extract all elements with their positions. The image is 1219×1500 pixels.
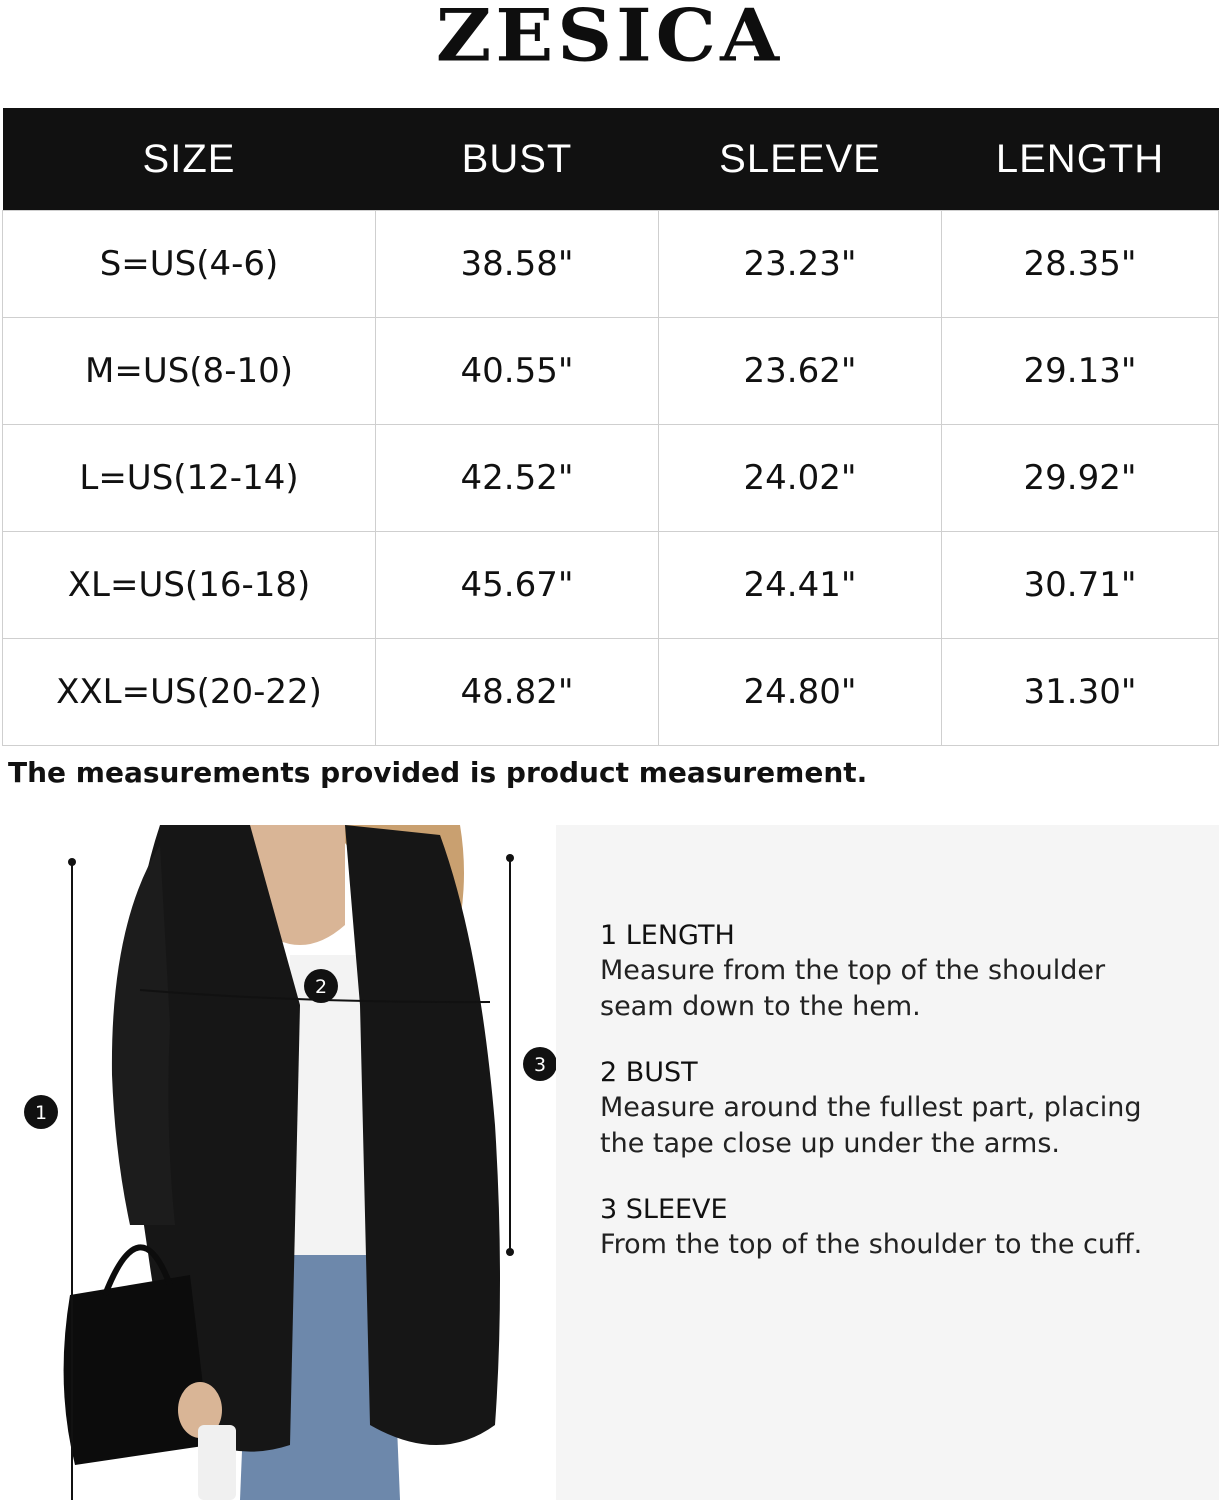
table-header-row xyxy=(3,108,1219,211)
cell-length: 29.92" xyxy=(942,425,1219,532)
guide-bust-desc-line: Measure around the fullest part, placing xyxy=(600,1092,1142,1123)
guide-length-desc xyxy=(600,953,1200,1025)
table-row xyxy=(3,532,1219,639)
header-size: SIZE xyxy=(3,108,376,211)
guide-bust-desc-line: the tape close up under the arms. xyxy=(600,1128,1060,1159)
cell-length: 28.35" xyxy=(942,211,1219,318)
handbag-shape xyxy=(64,1275,210,1465)
guide-bust xyxy=(600,1057,1200,1162)
marker-3-label: 3 xyxy=(533,1054,547,1076)
cell-bust: 42.52" xyxy=(376,425,659,532)
measurement-note: The measurements provided is product measurement. xyxy=(8,756,868,789)
cell-bust: 45.67" xyxy=(376,532,659,639)
cell-bust: 40.55" xyxy=(376,318,659,425)
size-chart-table xyxy=(2,108,1219,746)
cell-size: XXL=US(20-22) xyxy=(3,639,376,746)
header-sleeve: SLEEVE xyxy=(659,108,942,211)
table-row xyxy=(3,639,1219,746)
cell-size: S=US(4-6) xyxy=(3,211,376,318)
header-bust: BUST xyxy=(376,108,659,211)
guide-sleeve-desc xyxy=(600,1227,1200,1263)
cell-length: 29.13" xyxy=(942,318,1219,425)
guide-length-desc-line: Measure from the top of the shoulder xyxy=(600,955,1106,986)
table-row xyxy=(3,318,1219,425)
cell-length: 31.30" xyxy=(942,639,1219,746)
marker-2-label: 2 xyxy=(314,976,328,998)
sleeve-line-dot-bottom xyxy=(506,1248,514,1256)
cell-size: XL=US(16-18) xyxy=(3,532,376,639)
guide-length xyxy=(600,920,1200,1025)
guide-sleeve-title: 3 SLEEVE xyxy=(600,1194,728,1225)
cell-sleeve: 24.02" xyxy=(659,425,942,532)
model-illustration xyxy=(0,825,556,1500)
table-row xyxy=(3,211,1219,318)
cell-length: 30.71" xyxy=(942,532,1219,639)
cell-sleeve: 23.62" xyxy=(659,318,942,425)
cell-size: L=US(12-14) xyxy=(3,425,376,532)
cell-sleeve: 23.23" xyxy=(659,211,942,318)
cell-bust: 48.82" xyxy=(376,639,659,746)
model-photo xyxy=(0,825,556,1500)
table-row xyxy=(3,425,1219,532)
marker-1-label: 1 xyxy=(34,1102,48,1124)
coffee-cup xyxy=(198,1425,236,1500)
sleeve-line-dot-top xyxy=(506,854,514,862)
guide-bust-desc xyxy=(600,1090,1200,1162)
guide-bust-title: 2 BUST xyxy=(600,1057,698,1088)
brand-logo: ZESICA xyxy=(435,0,784,78)
guide-length-title: 1 LENGTH xyxy=(600,920,735,951)
length-line-dot xyxy=(68,858,76,866)
cell-bust: 38.58" xyxy=(376,211,659,318)
cell-sleeve: 24.80" xyxy=(659,639,942,746)
measuring-guide-panel xyxy=(556,825,1219,1500)
guide-sleeve xyxy=(600,1194,1200,1263)
header-length: LENGTH xyxy=(942,108,1219,211)
guide-length-desc-line: seam down to the hem. xyxy=(600,991,921,1022)
cell-size: M=US(8-10) xyxy=(3,318,376,425)
guide-sleeve-desc-line: From the top of the shoulder to the cuff. xyxy=(600,1229,1143,1260)
cell-sleeve: 24.41" xyxy=(659,532,942,639)
